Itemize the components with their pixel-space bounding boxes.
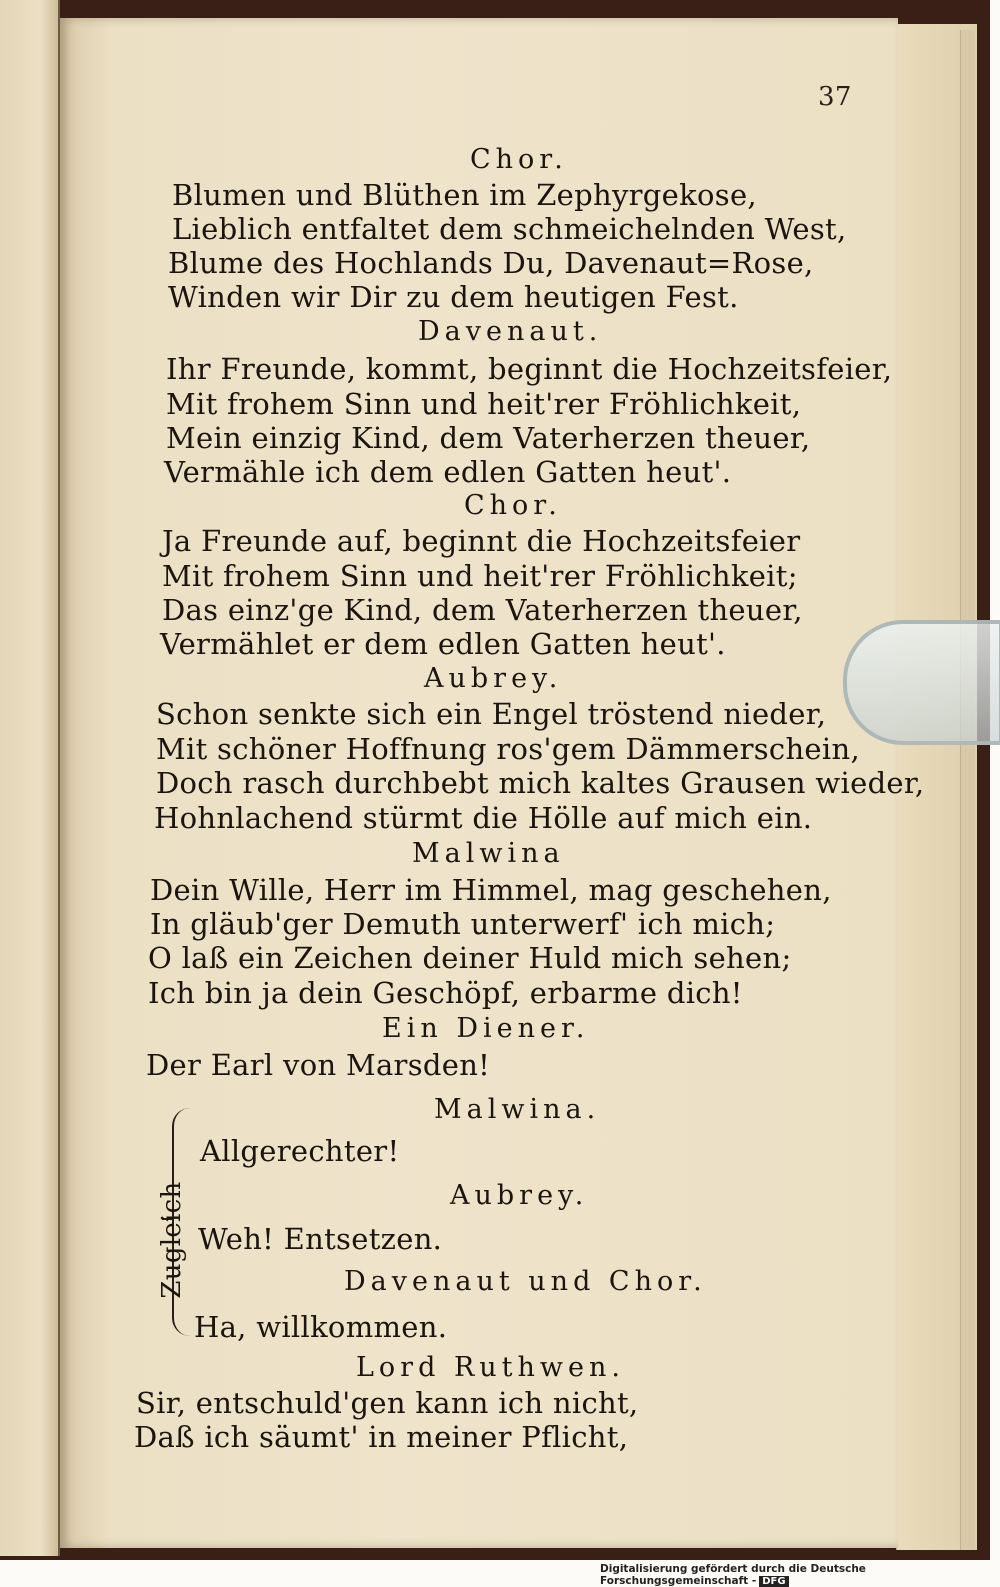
speaker-chor: Chor. [470,144,568,175]
speaker-davenaut-chor: Davenaut und Chor. [344,1266,707,1297]
verse-line: Dein Wille, Herr im Himmel, mag geschehen, [150,873,832,907]
verse-line: Daß ich säumt' in meiner Pflicht, [134,1420,629,1454]
verse-line: Doch rasch durchbebt mich kaltes Grausen wieder, [156,766,925,800]
verse-line: Der Earl von Marsden! [146,1048,491,1082]
footer-text: Digitalisierung gefördert durch die Deutsche Forschungsgemeinschaft - [600,1563,866,1587]
verse-line: Ich bin ja dein Geschöpf, erbarme dich! [148,976,743,1010]
verse-line: Ja Freunde auf, beginnt die Hochzeitsfeier [162,524,801,558]
verse-line: Winden wir Dir zu dem heutigen Fest. [168,280,739,314]
left-page-edge [0,0,60,1556]
verse-line: Vermählet er dem edlen Gatten heut'. [160,627,726,661]
page-clip [843,620,1000,745]
verse-line: Vermähle ich dem edlen Gatten heut'. [164,455,732,489]
verse-line: O laß ein Zeichen deiner Huld mich sehen; [148,941,792,975]
verse-line: Blumen und Blüthen im Zephyrgekose, [172,178,757,212]
verse-line: Ha, willkommen. [194,1310,448,1344]
verse-line: Allgerechter! [200,1134,400,1168]
speaker-aubrey: Aubrey. [450,1180,589,1211]
verse-line: Das einz'ge Kind, dem Vaterherzen theuer, [162,593,803,627]
verse-line: Mit schöner Hoffnung ros'gem Dämmerschein, [156,732,860,766]
verse-line: Mein einzig Kind, dem Vaterherzen theuer, [166,421,811,455]
verse-line: Mit frohem Sinn und heit'rer Fröhlichkeit, [166,387,802,421]
speaker-davenaut: Davenaut. [418,316,603,347]
speaker-chor: Chor. [464,490,562,521]
page-stack-edge-outer [960,30,975,1550]
zugleich-label: Zugleich [157,1181,187,1299]
page-number: 37 [818,82,852,112]
dfg-logo: DFG [759,1576,788,1587]
speaker-diener: Ein Diener. [382,1013,590,1044]
speaker-malwina: Malwina [412,838,565,869]
speaker-malwina: Malwina. [434,1094,601,1125]
verse-line: In gläub'ger Demuth unterwerf' ich mich; [150,907,776,941]
verse-line: Ihr Freunde, kommt, beginnt die Hochzeitsfeier, [166,352,893,386]
verse-line: Lieblich entfaltet dem schmeichelnden West, [172,212,847,246]
verse-line: Hohnlachend stürmt die Hölle auf mich ein. [154,801,813,835]
verse-line: Schon senkte sich ein Engel tröstend nieder, [156,697,827,731]
verse-line: Sir, entschuld'gen kann ich nicht, [136,1386,639,1420]
verse-line: Mit frohem Sinn und heit'rer Fröhlichkeit; [162,559,798,593]
speaker-ruthwen: Lord Ruthwen. [356,1352,625,1383]
digitization-footer [600,1563,1000,1587]
speaker-aubrey: Aubrey. [424,663,563,694]
verse-line: Blume des Hochlands Du, Davenaut=Rose, [168,246,814,280]
verse-line: Weh! Entsetzen. [198,1222,443,1256]
